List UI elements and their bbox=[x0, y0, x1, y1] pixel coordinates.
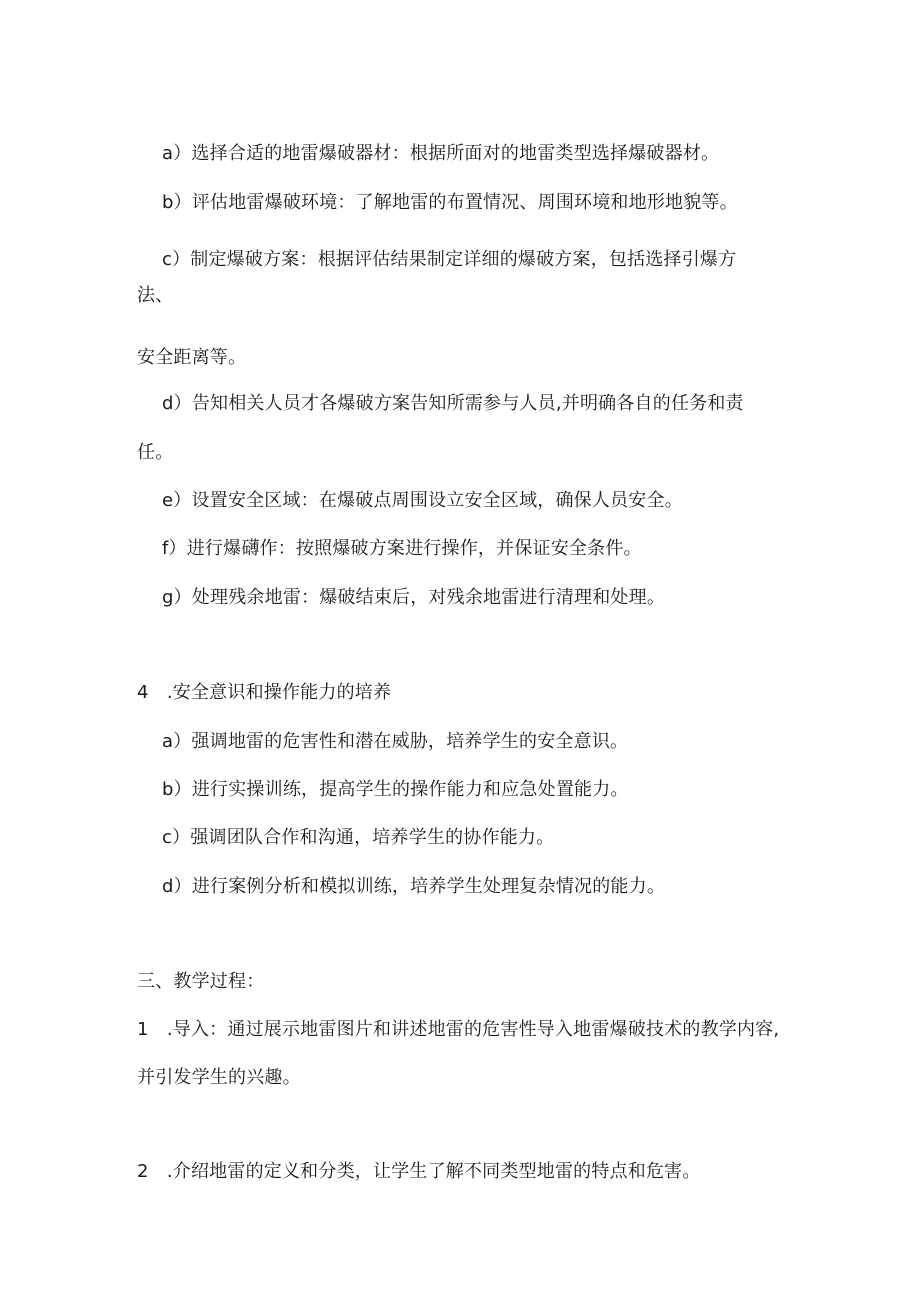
part3-step2: 2 .介绍地雷的定义和分类，让学生了解不同类型地雷的特点和危害。 bbox=[137, 1161, 701, 1182]
step3-item-d-line2: 任。 bbox=[137, 442, 174, 463]
section4-item-a: a）强调地雷的危害性和潜在威胁，培养学生的安全意识。 bbox=[162, 731, 629, 752]
section4-item-c: c）强调团队合作和沟通，培养学生的协作能力。 bbox=[162, 827, 555, 848]
step3-item-c-line2: 法、 bbox=[137, 285, 174, 306]
section4-heading: 4 .安全意识和操作能力的培养 bbox=[137, 682, 392, 703]
step3-item-c-line3: 安全距离等。 bbox=[137, 347, 247, 368]
step3-item-g: g）处理残余地雷：爆破结束后，对残余地雷进行清理和处理。 bbox=[162, 587, 666, 608]
step3-item-a: a）选择合适的地雷爆破器材：根据所面对的地雷类型选择爆破器材。 bbox=[162, 143, 720, 164]
step3-item-b: b）评估地雷爆破环境：了解地雷的布置情况、周围环境和地形地貌等。 bbox=[162, 192, 738, 213]
part3-step1-line2: 并引发学生的兴趣。 bbox=[137, 1067, 301, 1088]
step3-item-c-line1: c）制定爆破方案：根据评估结果制定详细的爆破方案，包括选择引爆方 bbox=[162, 249, 737, 270]
step3-item-f: f）进行爆礴作：按照爆破方案进行操作，并保证安全条件。 bbox=[162, 538, 642, 559]
step3-item-d-line1: d）告知相关人员才各爆破方案告知所需参与人员,并明确各自的任务和责 bbox=[162, 393, 744, 414]
section4-item-b: b）进行实操训练，提高学生的操作能力和应急处置能力。 bbox=[162, 779, 629, 800]
part3-heading: 三、教学过程： bbox=[137, 971, 265, 992]
part3-step1-line1: 1 .导入：通过展示地雷图片和讲述地雷的危害性导入地雷爆破技术的教学内容, bbox=[137, 1019, 780, 1040]
step3-item-e: e）设置安全区域：在爆破点周围设立安全区域，确保人员安全。 bbox=[162, 490, 683, 511]
section4-item-d: d）进行案例分析和模拟训练，培养学生处理复杂情况的能力。 bbox=[162, 876, 666, 897]
